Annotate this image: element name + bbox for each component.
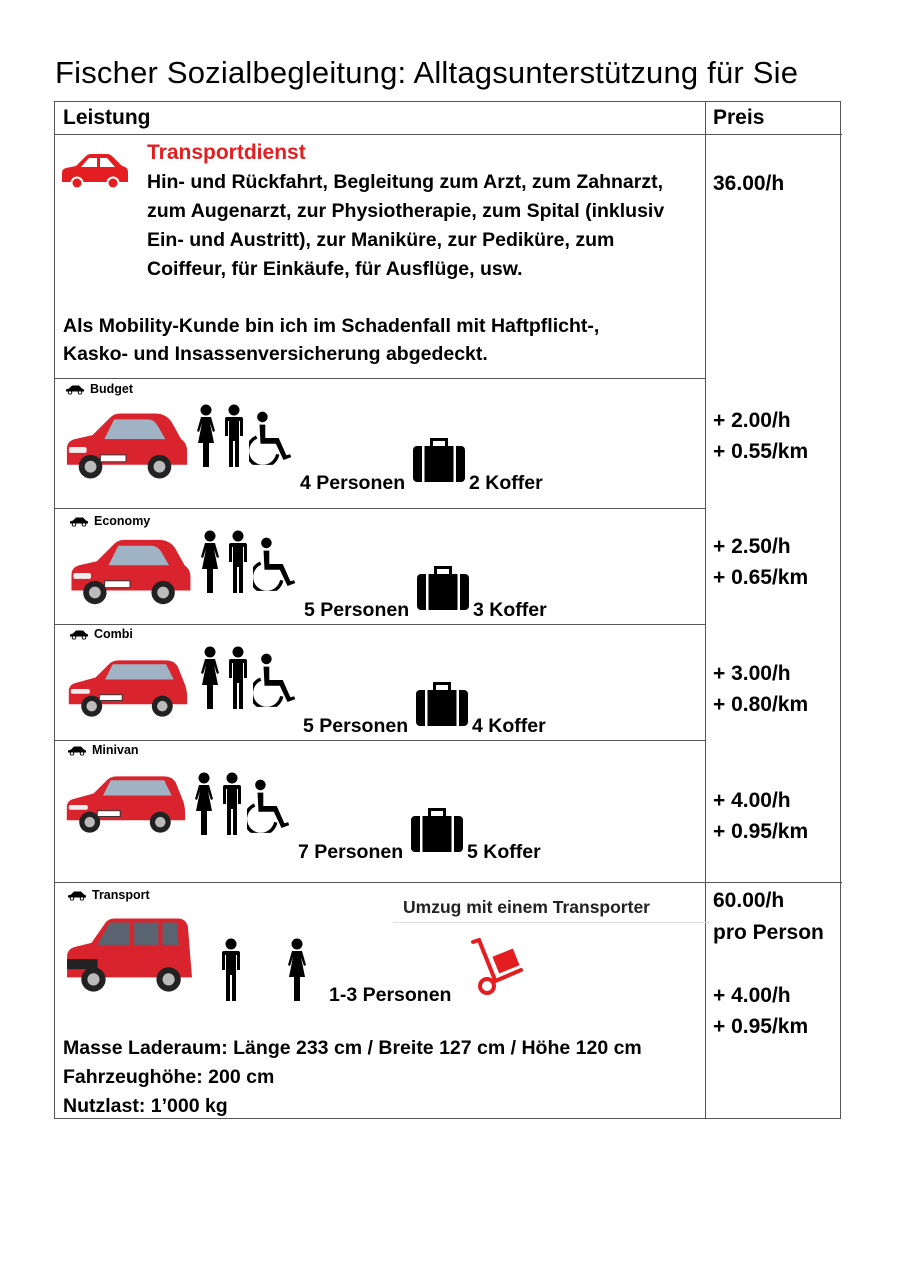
vehicle-category-label: Budget xyxy=(90,382,134,396)
car-icon xyxy=(69,516,89,527)
page-title: Fischer Sozialbegleitung: Alltagsunterstützung für Sie xyxy=(55,55,799,90)
suitcase-icon xyxy=(417,566,469,610)
passenger-icons xyxy=(191,772,293,836)
price-per-hour: + 4.00/h xyxy=(713,984,791,1007)
spec-line: Nutzlast: 1’000 kg xyxy=(63,1095,228,1117)
car-icon xyxy=(67,890,87,901)
luggage-label: 4 Koffer xyxy=(472,715,546,737)
persons-label: 7 Personen xyxy=(298,841,404,863)
van-photo xyxy=(63,908,195,1000)
price-per-km: + 0.65/km xyxy=(713,566,809,589)
vehicle-category-label: Transport xyxy=(92,888,150,902)
moving-price: 60.00/h xyxy=(713,889,785,912)
header-service: Leistung xyxy=(63,106,151,129)
woman-icon xyxy=(193,404,219,468)
price-per-km: + 0.55/km xyxy=(713,440,809,463)
passenger-icons xyxy=(197,530,299,594)
suitcase-icon xyxy=(413,438,465,482)
insurance-line: Als Mobility-Kunde bin ich im Schadenfall mit Haftpflicht-, xyxy=(63,315,600,337)
row-divider xyxy=(55,624,705,625)
woman-icon xyxy=(197,530,223,594)
row-divider xyxy=(55,882,842,883)
passenger-icons xyxy=(193,404,295,468)
vehicle-category-label: Combi xyxy=(94,627,133,641)
moving-price-unit: pro Person xyxy=(713,921,824,944)
luggage-label: 3 Koffer xyxy=(473,599,547,621)
woman-icon xyxy=(191,772,217,836)
price-per-km: + 0.95/km xyxy=(713,820,809,843)
transport-description-line: Coiffeur, für Einkäufe, für Ausflüge, usw. xyxy=(147,258,523,280)
suitcase-icon xyxy=(416,682,468,726)
vehicle-category-transport xyxy=(67,888,150,902)
services-table xyxy=(54,101,841,1119)
price-per-hour: + 4.00/h xyxy=(713,789,791,812)
price-per-km: + 0.80/km xyxy=(713,693,809,716)
row-divider xyxy=(55,378,705,379)
row-divider xyxy=(55,508,705,509)
vehicle-category-economy xyxy=(69,514,150,528)
car-photo-combi xyxy=(65,650,189,728)
man-icon xyxy=(225,646,251,710)
vehicle-category-budget xyxy=(65,382,133,396)
wheelchair-icon xyxy=(247,776,293,836)
vehicle-category-combi xyxy=(69,627,133,641)
moving-badge: Umzug mit einem Transporter xyxy=(393,892,711,923)
man-icon xyxy=(219,772,245,836)
luggage-label: 2 Koffer xyxy=(469,472,543,494)
column-divider xyxy=(705,102,706,1118)
passenger-icons xyxy=(197,646,299,710)
wheelchair-icon xyxy=(249,408,295,468)
luggage-label: 5 Koffer xyxy=(467,841,541,863)
spec-line: Fahrzeughöhe: 200 cm xyxy=(63,1066,275,1088)
insurance-line: Kasko- und Insassenversicherung abgedeckt. xyxy=(63,343,488,365)
transport-description-line: zum Augenarzt, zur Physiotherapie, zum Spital (inklusiv xyxy=(147,200,665,222)
price-per-hour: + 2.00/h xyxy=(713,409,791,432)
header-price: Preis xyxy=(713,106,765,129)
woman-icon xyxy=(197,646,223,710)
wheelchair-icon xyxy=(253,534,299,594)
vehicle-category-label: Economy xyxy=(94,514,151,528)
car-photo-economy xyxy=(65,534,193,612)
transport-price: 36.00/h xyxy=(713,172,785,195)
man-icon xyxy=(221,404,247,468)
car-photo-minivan xyxy=(63,764,187,846)
persons-label: 1-3 Personen xyxy=(329,984,452,1006)
car-icon xyxy=(69,629,89,640)
persons-label: 5 Personen xyxy=(303,715,409,737)
price-per-hour: + 2.50/h xyxy=(713,535,791,558)
woman-icon xyxy=(281,938,313,1002)
car-photo-budget xyxy=(61,402,189,492)
man-icon xyxy=(225,530,251,594)
car-icon xyxy=(67,745,87,756)
hand-truck-icon xyxy=(469,938,527,1000)
price-per-km: + 0.95/km xyxy=(713,1015,809,1038)
header-divider xyxy=(55,134,842,135)
spec-line: Masse Laderaum: Länge 233 cm / Breite 127 cm / Höhe 120 cm xyxy=(63,1037,642,1059)
car-icon xyxy=(65,384,85,395)
transport-description-line: Ein- und Austritt), zur Maniküre, zur Pediküre, zum xyxy=(147,229,615,251)
vehicle-category-minivan xyxy=(67,743,139,757)
price-per-hour: + 3.00/h xyxy=(713,662,791,685)
wheelchair-icon xyxy=(253,650,299,710)
suitcase-icon xyxy=(411,808,463,852)
persons-label: 4 Personen xyxy=(300,472,406,494)
row-divider xyxy=(55,740,705,741)
man-icon xyxy=(215,938,247,1002)
persons-label: 5 Personen xyxy=(304,599,410,621)
car-icon xyxy=(59,152,131,192)
vehicle-category-label: Minivan xyxy=(92,743,139,757)
transport-heading: Transportdienst xyxy=(147,141,306,164)
transport-description-line: Hin- und Rückfahrt, Begleitung zum Arzt, zum Zahnarzt, xyxy=(147,171,664,193)
